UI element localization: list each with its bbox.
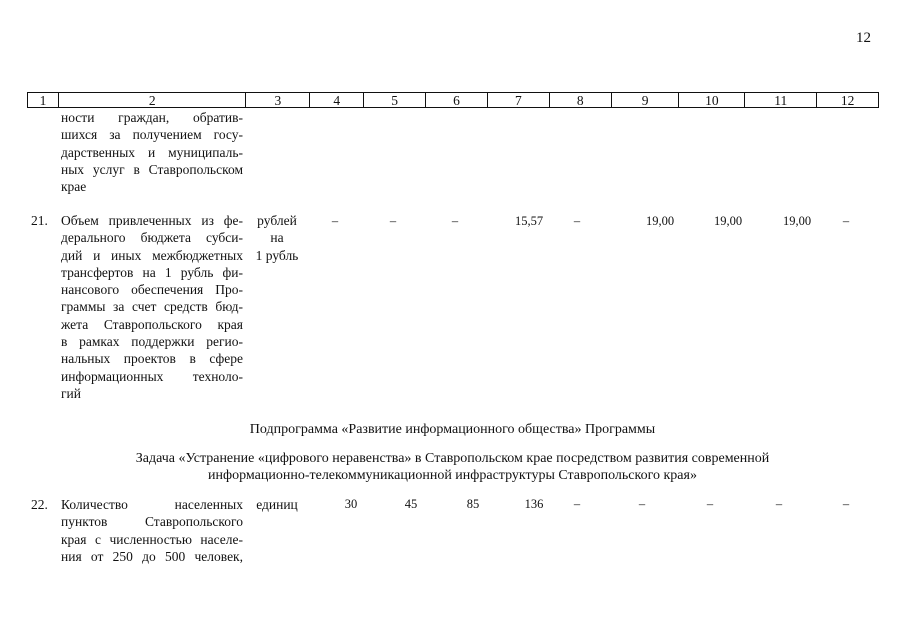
header-col-3: 3 <box>246 93 310 107</box>
row-22-value-col12: – <box>842 497 850 511</box>
row-22-value-col11: – <box>775 497 783 511</box>
row-21-value-col4: – <box>331 214 339 228</box>
row-22-desc-line: пунктов Ставропольского <box>61 514 243 530</box>
row-22-description <box>61 496 243 565</box>
row-22-value-col5: 45 <box>404 497 418 511</box>
row-21-number: 21. <box>31 213 48 228</box>
row-21-unit-line: рублей <box>257 213 297 228</box>
header-col-6: 6 <box>426 93 488 107</box>
header-col-11: 11 <box>745 93 817 107</box>
row-22-value-col6: 85 <box>466 497 480 511</box>
continuation-description <box>61 109 243 195</box>
row-21-unit-line: 1 рубль <box>255 247 299 263</box>
row-21-unit <box>248 212 306 264</box>
continuation-line: ных услуг в Ставропольском <box>61 161 243 177</box>
row-21-desc-line: Объем привлеченных из фе- <box>61 213 243 228</box>
row-22-desc-line: ния от 250 до 500 человек, <box>61 548 243 564</box>
row-21-value-col10: 19,00 <box>713 214 743 228</box>
row-22-value-col9: – <box>638 497 646 511</box>
row-22-unit: единиц <box>256 497 298 512</box>
continuation-line: ности граждан, обратив- <box>61 110 243 125</box>
page-number: 12 <box>856 30 871 46</box>
header-col-12: 12 <box>840 93 855 108</box>
task-title-line-2: информационно-телекоммуникационной инфраструктуры Ставропольского края» <box>208 468 697 483</box>
row-22-value-col7: 136 <box>524 497 544 511</box>
row-22-desc-line: края с численностью населе- <box>61 531 243 547</box>
row-21-value-col8: – <box>573 214 581 228</box>
row-22-value-col4: 30 <box>344 497 358 511</box>
row-21-value-col5: – <box>389 214 397 228</box>
row-22-value-col8: – <box>573 497 581 511</box>
row-22-desc-line: Количество населенных <box>61 497 243 512</box>
row-22-number: 22. <box>31 497 48 512</box>
row-21-value-col9: 19,00 <box>645 214 675 228</box>
row-21-desc-line: дерального бюджета субси- <box>61 230 243 246</box>
task-title-line-1: Задача «Устранение «цифрового неравенства» в Ставропольском крае посредством развития современной <box>135 451 770 466</box>
continuation-line: крае <box>61 179 87 195</box>
row-21-description <box>61 212 243 402</box>
header-col-9: 9 <box>612 93 680 107</box>
row-21-desc-line: информационных техноло- <box>61 368 243 384</box>
row-21-value-col6: – <box>451 214 459 228</box>
subprogram-title: Подпрограмма «Развитие информационного общества» Программы <box>249 422 656 437</box>
continuation-line: дарственных и муниципаль- <box>61 144 243 160</box>
row-21-desc-line: граммы за счет средств бюд- <box>61 299 243 315</box>
row-22-value-col10: – <box>706 497 714 511</box>
row-21-unit-line: на <box>270 230 284 246</box>
header-col-8: 8 <box>550 93 612 107</box>
header-col-10: 10 <box>679 93 745 107</box>
row-21-value-col12: – <box>842 214 850 228</box>
row-21-desc-line: в рамках поддержки регио- <box>61 334 243 350</box>
row-21-value-col7: 15,57 <box>514 214 544 228</box>
header-col-5: 5 <box>364 93 426 107</box>
row-21-desc-line: нальных проектов в сфере <box>61 351 243 367</box>
row-21-desc-line: нансового обеспечения Про- <box>61 282 243 298</box>
row-21-desc-line: трансфертов на 1 рубль фи- <box>61 264 243 280</box>
header-col-1: 1 <box>28 93 59 107</box>
header-col-4: 4 <box>310 93 364 107</box>
header-col-2: 2 <box>59 93 247 107</box>
continuation-line: шихся за получением госу- <box>61 127 243 143</box>
row-21-value-col11: 19,00 <box>782 214 812 228</box>
header-col-7: 7 <box>488 93 550 107</box>
row-21-desc-line: дий и иных межбюджетных <box>61 247 243 263</box>
row-21-desc-line: жета Ставропольского края <box>61 316 243 332</box>
table-header-row <box>27 92 879 108</box>
row-21-desc-line: гий <box>61 385 81 401</box>
